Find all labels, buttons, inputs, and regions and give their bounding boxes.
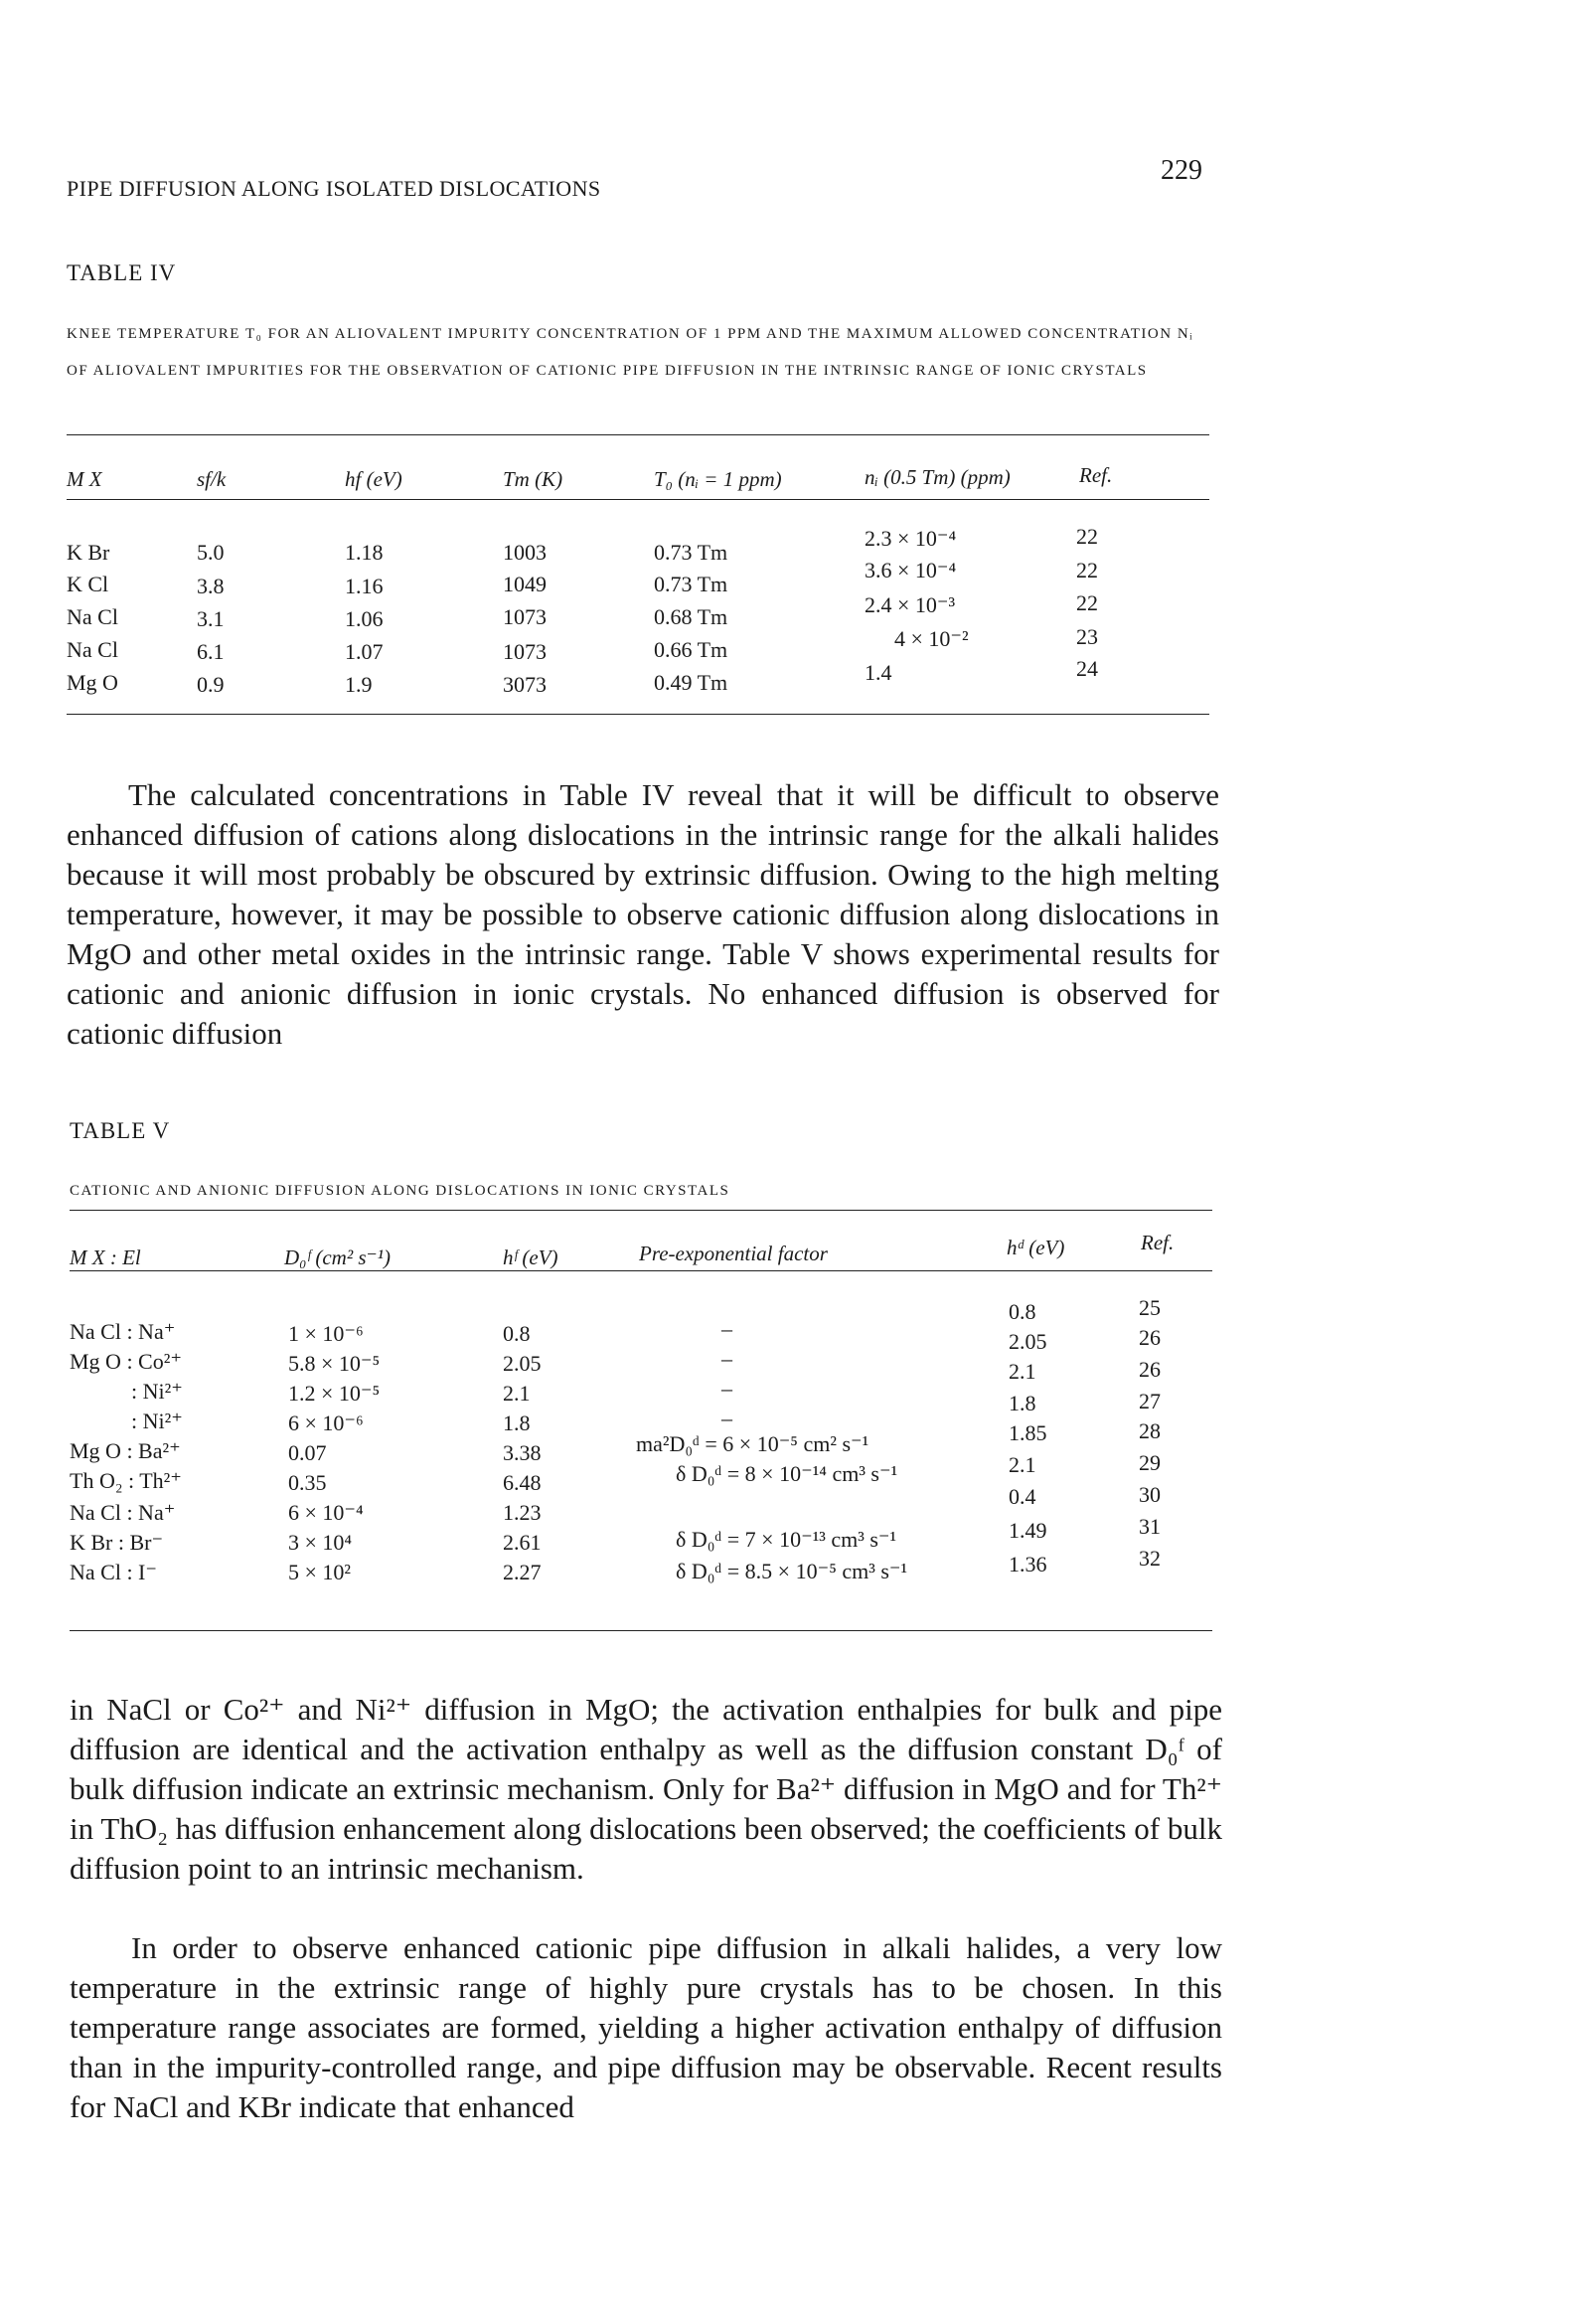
table-cell: 0.73 Tm: [654, 572, 728, 596]
table-cell: 1.23: [503, 1500, 542, 1525]
table-v-col-ref: Ref.: [1141, 1231, 1175, 1254]
table-cell: 1.16: [345, 574, 384, 598]
table-cell: 26: [1139, 1325, 1161, 1350]
table-cell: Na Cl : I⁻: [70, 1560, 157, 1584]
table-cell: 0.49 Tm: [654, 670, 728, 695]
table-cell: δ D₀ᵈ = 8 × 10⁻¹⁴ cm³ s⁻¹: [676, 1461, 898, 1486]
table-cell: 1 × 10⁻⁶: [288, 1321, 364, 1346]
table-v-col-hf: hᶠ (eV): [503, 1245, 558, 1269]
table-cell: 2.1: [1009, 1359, 1036, 1384]
table-cell: 0.73 Tm: [654, 540, 728, 565]
table-cell: 0.4: [1009, 1484, 1036, 1509]
paragraph-text: in NaCl or Co²⁺ and Ni²⁺ diffusion in MgO; the activation enthalpies for bulk and pipe diffusion are identical and the activation enthalpy as well as the diffusion constant D₀ᶠ of bulk diffusion indicate an extrinsic mechanism. Only for Ba²⁺ diffusion in MgO and for Th²⁺ in ThO₂ has diffusion enhancement along dislocations been observed; the coefficients of bulk diffusion point to an intrinsic mechanism.: [70, 1692, 1222, 1886]
table-cell: 0.9: [197, 672, 225, 697]
table-cell: 1.8: [503, 1411, 531, 1435]
table-cell: 2.61: [503, 1530, 542, 1555]
table-cell: 1073: [503, 639, 547, 664]
body-paragraph-1: [67, 775, 1219, 1054]
table-cell: 3.1: [197, 606, 225, 631]
table-cell: : Ni²⁺: [131, 1379, 183, 1404]
table-cell: 28: [1139, 1418, 1161, 1443]
table-cell: 1.4: [865, 660, 892, 685]
table-cell: –: [721, 1316, 732, 1341]
table-cell: Na Cl : Na⁺: [70, 1500, 176, 1525]
table-iv-col-t0: T₀ (nᵢ = 1 ppm): [654, 467, 782, 491]
table-cell: 2.05: [503, 1351, 542, 1376]
table-cell: 0.35: [288, 1470, 327, 1495]
table-cell: 6.48: [503, 1470, 542, 1495]
running-head: PIPE DIFFUSION ALONG ISOLATED DISLOCATIONS: [67, 176, 601, 201]
table-cell: 22: [1076, 524, 1098, 549]
table-iv-label: TABLE IV: [67, 260, 177, 285]
table-cell: 25: [1139, 1295, 1161, 1320]
table-cell: 1.2 × 10⁻⁵: [288, 1381, 381, 1406]
table-cell: K Cl: [67, 572, 109, 596]
table-iv-top-rule: [67, 434, 1209, 435]
table-cell: 26: [1139, 1357, 1161, 1382]
table-cell: 27: [1139, 1389, 1161, 1413]
table-cell: ma²D₀ᵈ = 6 × 10⁻⁵ cm² s⁻¹: [636, 1431, 869, 1456]
table-cell: –: [721, 1376, 732, 1401]
table-cell: 2.4 × 10⁻³: [865, 592, 956, 617]
table-cell: Mg O : Co²⁺: [70, 1349, 182, 1374]
table-iv-col-tm: Tm (K): [503, 467, 563, 491]
table-iv-col-mx: M X: [67, 467, 102, 491]
table-cell: Na Cl: [67, 637, 118, 662]
table-cell: K Br : Br⁻: [70, 1530, 164, 1555]
table-cell: 1.06: [345, 606, 384, 631]
paragraph-text: In order to observe enhanced cationic pipe diffusion in alkali halides, a very low temperature in the extrinsic range of highly pure crystals has to be chosen. In this temperature range associates are formed, yielding a higher activation enthalpy of diffusion than in the impurity-controlled range, and pipe diffusion may be observable. Recent results for NaCl and KBr indicate that enhanced: [70, 1930, 1222, 2124]
table-cell: –: [721, 1346, 732, 1371]
table-cell: 1049: [503, 572, 547, 596]
table-cell: 3 × 10⁴: [288, 1530, 353, 1555]
table-cell: : Ni²⁺: [131, 1409, 183, 1433]
table-cell: K Br: [67, 540, 110, 565]
table-v-col-pre-exp: Pre-exponential factor: [639, 1242, 828, 1265]
table-cell: Mg O: [67, 670, 118, 695]
table-cell: 6.1: [197, 639, 225, 664]
table-iv-col-ni: nᵢ (0.5 Tm) (ppm): [865, 465, 1011, 489]
table-cell: 1.85: [1009, 1420, 1047, 1445]
table-cell: 31: [1139, 1514, 1161, 1539]
paragraph-text: The calculated concentrations in Table IV reveal that it will be difficult to observe enhanced diffusion of cations along dislocations in the intrinsic range for the alkali halides because it will most probably be obscured by extrinsic diffusion. Owing to the high melting temperature, however, it may be possible to observe cationic diffusion along dislocations in MgO and other metal oxides in the intrinsic range. Table V shows experimental results for cationic and anionic diffusion in ionic crystals. No enhanced diffusion is observed for cationic diffusion: [67, 777, 1219, 1051]
table-cell: 3.38: [503, 1440, 542, 1465]
table-cell: Na Cl: [67, 604, 118, 629]
table-v-col-hd: hᵈ (eV): [1007, 1236, 1065, 1259]
table-cell: 30: [1139, 1482, 1161, 1507]
table-v-caption: CATIONIC AND ANIONIC DIFFUSION ALONG DISLOCATIONS IN IONIC CRYSTALS: [70, 1183, 730, 1199]
table-cell: 2.1: [1009, 1452, 1036, 1477]
table-cell: 29: [1139, 1450, 1161, 1475]
table-cell: 1.18: [345, 540, 384, 565]
table-cell: 0.68 Tm: [654, 604, 728, 629]
table-v-col-d0f: D₀ᶠ (cm² s⁻¹): [284, 1245, 391, 1269]
table-cell: Na Cl : Na⁺: [70, 1319, 176, 1344]
table-cell: δ D₀ᵈ = 8.5 × 10⁻⁵ cm³ s⁻¹: [676, 1559, 908, 1583]
table-cell: 22: [1076, 558, 1098, 582]
body-paragraph-2: [70, 1690, 1222, 1889]
table-cell: 1.9: [345, 672, 373, 697]
table-cell: 3073: [503, 672, 547, 697]
table-cell: 5.0: [197, 540, 225, 565]
table-cell: δ D₀ᵈ = 7 × 10⁻¹³ cm³ s⁻¹: [676, 1527, 897, 1552]
table-cell: –: [721, 1406, 732, 1430]
table-cell: 1.49: [1009, 1518, 1047, 1543]
table-cell: 2.27: [503, 1560, 542, 1584]
table-iv-col-sfk: sf/k: [197, 467, 227, 491]
table-cell: 5 × 10²: [288, 1560, 352, 1584]
table-cell: 23: [1076, 624, 1098, 649]
table-cell: 6 × 10⁻⁴: [288, 1500, 364, 1525]
table-cell: 2.3 × 10⁻⁴: [865, 526, 957, 551]
table-cell: 1.07: [345, 639, 384, 664]
table-cell: 1.8: [1009, 1391, 1036, 1415]
table-iv-bottom-rule: [67, 714, 1209, 715]
table-cell: 3.6 × 10⁻⁴: [865, 558, 957, 582]
body-paragraph-3: [70, 1928, 1222, 2127]
table-iv-header-rule: [67, 499, 1209, 500]
table-cell: 6 × 10⁻⁶: [288, 1411, 364, 1435]
table-cell: 0.66 Tm: [654, 637, 728, 662]
table-iv-caption: KNEE TEMPERATURE T₀ FOR AN ALIOVALENT IMPURITY CONCENTRATION OF 1 PPM AND THE MAXIMUM ALLOWED CONCENTRATION Nᵢ OF ALIOVALENT IMPURITIES FOR THE OBSERVATION OF CATIONIC PIPE DIFFUSION IN THE INTRINSIC RANGE OF IONIC CRYSTALS: [67, 326, 1194, 379]
table-v-label: TABLE V: [70, 1118, 171, 1143]
table-cell: 24: [1076, 656, 1098, 681]
table-cell: 0.8: [1009, 1299, 1036, 1324]
table-iv-col-hf: hf (eV): [345, 467, 402, 491]
page-number: 229: [1161, 155, 1202, 186]
table-v-bottom-rule: [70, 1630, 1212, 1631]
table-cell: 3.8: [197, 574, 225, 598]
table-cell: 0.07: [288, 1440, 327, 1465]
table-v-top-rule: [70, 1210, 1212, 1211]
table-cell: Mg O : Ba²⁺: [70, 1438, 181, 1463]
table-cell: 5.8 × 10⁻⁵: [288, 1351, 381, 1376]
table-cell: 1.36: [1009, 1552, 1047, 1577]
table-cell: 2.1: [503, 1381, 531, 1406]
table-cell: 0.8: [503, 1321, 531, 1346]
table-cell: 1073: [503, 604, 547, 629]
table-cell: Th O₂ : Th²⁺: [70, 1468, 182, 1493]
table-cell: 32: [1139, 1546, 1161, 1571]
table-cell: 4 × 10⁻²: [894, 626, 969, 651]
table-iv-col-ref: Ref.: [1079, 463, 1113, 487]
table-v-header-rule: [70, 1270, 1212, 1271]
table-cell: 22: [1076, 590, 1098, 615]
table-cell: 2.05: [1009, 1329, 1047, 1354]
table-cell: 1003: [503, 540, 547, 565]
table-v-col-mx-el: M X : El: [70, 1245, 141, 1269]
